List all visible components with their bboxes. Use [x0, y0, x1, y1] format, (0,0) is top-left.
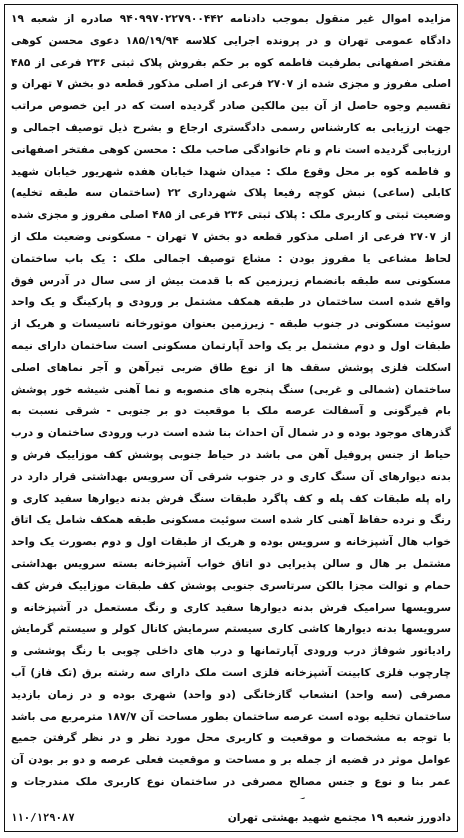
notice-footer — [11, 808, 451, 828]
notice-body-text: مزایده اموال غیر منقول بموجب دادنامه ۹۴۰۹۹۷۰۲۲۷۹۰۰۴۴۲ صادره از شعبه ۱۹ دادگاه عمومی تهران و در پرونده اجرایی کلاسه ۱۸۵/۱۹/۹۴ دعوی محسن کوهی مفتخر اصفهانی بطرفیت فاطمه کوه بر حکم بفروش پلاک ثبتی ۲۳۶ فرعی از ۴۸۵ اصلی مفروز و مجزی شده از ۲۷۰۷ فرعی از اصلی مذکور قطعه دو بخش ۷ تهران و تقسیم وجوه حاصل از آن بین مالکین صادر گردیده است که در این خصوص مراتب جهت ارزیابی به کارشناس رسمی دادگستری ارجاع و بشرح ذیل توصیف اجمالی و ارزیابی گردیده است نام و نام خانوادگی صاحب ملک : محسن کوهی مفتخر اصفهانی و فاطمه کوه بر محل وقوع ملک : میدان شهدا خیابان هفده شهریور خیابان شهید کابلی (ساعی) نبش کوچه رفیعا پلاک شهرداری ۲۲ (ساختمان سه طبقه تخلیه) وضعیت ثبتی و کاربری ملک : پلاک ثبتی ۲۳۶ فرعی از ۴۸۵ اصلی مفروز و مجزی شده از ۲۷۰۷ فرعی از اصلی مذکور قطعه دو بخش ۷ تهران - مسکونی وضعیت ملک از لحاظ مشاعی یا مفروز بودن : مشاع توصیف اجمالی ملک : یک باب ساختمان مسکونی سه طبقه بانضمام زیرزمین که با قدمت بیش از سی سال در آدرس فوق واقع شده است ساختمان در طبقه همکف مشتمل بر ورودی و پارکینگ و یک واحد سوئیت مسکونی در جنوب طبقه - زیرزمین بعنوان موتورخانه تاسیسات و هریک از طبقات اول و دوم مشتمل بر یک واحد آپارتمان مسکونی است ساختمان دارای نیمه اسکلت فلزی پوشش سقف ها از نوع طاق ضربی تیرآهن و آجر نماهای اصلی ساختمان (شمالی و غربی) سنگ پنجره های منصوبه و نما آهنی شیشه خور پوشش بام قیرگونی و آسفالت عرصه ملک با موقعیت دو بر جنوبی - شرقی نسبت به گذرهای موجود بوده و در شمال آن احداث بنا شده است درب ورودی ساختمان و درب حیاط از جنس پروفیل آهن می باشد در حیاط جنوبی پوشش کف موزاییک فرش و بدنه دیوارهای آن سنگ کاری و در جنوب شرقی آن سرویس بهداشتی قرار دارد در راه پله طبقات کف پله و کف پاگرد طبقات سنگ فرش بدنه دیوارها سفید کاری و رنگ و نرده حفاظ آهنی کار شده است سوئیت مسکونی طبقه همکف شامل یک اتاق خواب هال آشپزخانه و سرویس بوده و هریک از طبقات اول و دوم بصورت یک واحد مشتمل بر هال و سالن پذیرایی دو اتاق خواب آشپزخانه بسته سرویس بهداشتی حمام و توالت مجزا بالکن سرتاسری جنوبی پوشش کف طبقات موزاییک فرش کف سرویسها سرامیک فرش بدنه دیوارها سفید کاری و رنگ مستعمل در آشپزخانه و سرویسها بدنه دیوارها کاشی کاری سیستم سرمایش کانال کولر و سیستم گرمایش رادیاتور شوفاژ درب ورودی آپارتمانها و درب های داخلی چوبی با رنگ پوششی و چارچوب فلزی کابینت آشپزخانه فلزی است ملک دارای سه رشته برق (تک فاز) آب مصرفی (سه واحد) انشعاب گازخانگی (دو واحد) شهری بوده و در زمان بازدید ساختمان تخلیه بوده است عرصه ساختمان بطور مساحت آن ۱۸۷/۷ مترمربع می باشد با توجه به مشخصات و موقعیت و کاربری محل مورد نظر و در نظر گرفتن جمیع عوامل موثر در قضیه از جمله بر و مساحت و موقعیت فعلی عرصه و دو بر بودن آن عمر بنا و نوع و جنس مصالح مصرفی در ساختمان نوع کاربری ملک مندرجات و — [11, 13, 451, 788]
court-signature: دادورز شعبه ۱۹ مجتمع شهید بهشتی تهران — [227, 812, 451, 824]
auction-notice — [4, 4, 458, 832]
reference-number: ۱۱۰/۱۲۹۰۸۷ — [11, 812, 75, 824]
